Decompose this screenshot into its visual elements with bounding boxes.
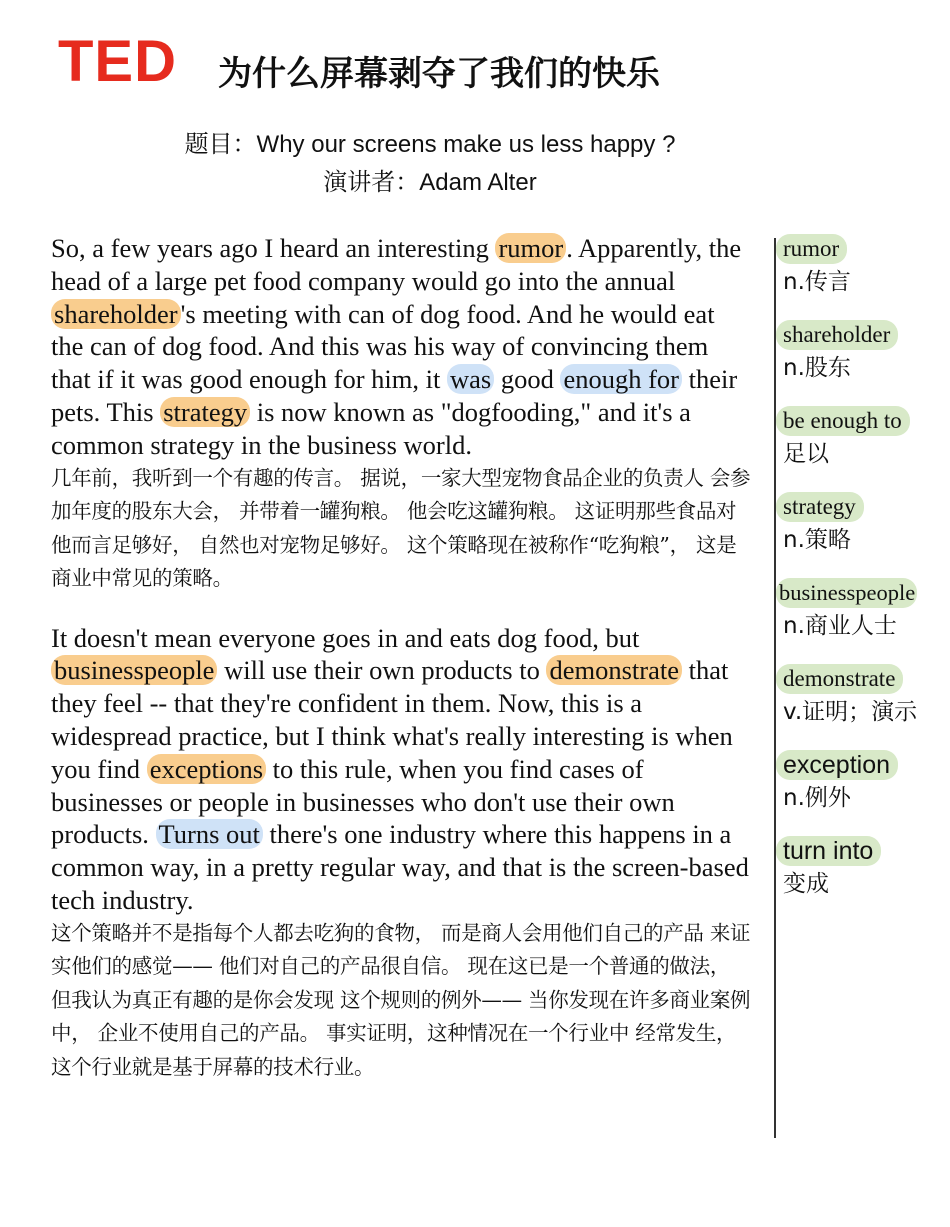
vocab-definition: 足以 — [783, 441, 829, 467]
vocab-definition: v.证明；演示 — [783, 699, 918, 725]
speaker-line: 演讲者：Adam Alter — [323, 169, 537, 196]
paragraph-2-chinese: 这个策略并不是指每个人都去吃狗的食物， 而是商人会用他们自己的产品 来证实他们的感觉—— 他们对自己的产品很自信。 现在这已是一个普通的做法， 但我认为真正有趣的是你会发现 这个规则的例外—— 当你发现在许多商业案例中， 企业不使用自己的产品。 事实证明，这种情况在一个行业中 经常发生， 这个行业就是基于屏幕的技术行业。 — [51, 920, 751, 1079]
text-run: will use their own products to — [217, 655, 547, 686]
vocab-definition: n.传言 — [783, 269, 851, 295]
text-run: . Apparently, the head of a large pet food company would go into the annual — [51, 233, 742, 296]
highlight-businesspeople: businesspeople — [51, 655, 217, 685]
vocab-word: exception — [776, 750, 898, 780]
highlight-shareholder: shareholder — [51, 299, 181, 329]
chinese-title: 为什么屏幕剥夺了我们的快乐 — [218, 54, 660, 94]
vocab-word: demonstrate — [776, 664, 903, 694]
paragraph-1-chinese: 几年前，我听到一个有趣的传言。 据说，一家大型宠物食品企业的负责人 会参加年度的股东大会， 并带着一罐狗粮。 他会吃这罐狗粮。 这证明那些食品对他而言足够好， 自然也对宠物足够好。 这个策略现在被称作“吃狗粮”， 这是商业中常见的策略。 — [51, 465, 751, 591]
vocab-word: businesspeople — [776, 578, 917, 608]
transcript — [51, 232, 751, 1084]
vocab-item — [776, 578, 948, 642]
vocab-item — [776, 406, 948, 470]
text-run: good — [494, 364, 561, 395]
highlight-exceptions: exceptions — [147, 754, 266, 784]
text-run: there's one industry where this happens in a common way, in a pretty regular way, and that is the screen-based tech industry. — [51, 819, 749, 915]
vocab-word: strategy — [776, 492, 864, 522]
vocab-word: rumor — [776, 234, 847, 264]
vocabulary-sidebar — [776, 234, 948, 922]
highlight-demonstrate: demonstrate — [546, 655, 682, 685]
topic-line: 题目：Why our screens make us less happy ? — [184, 131, 676, 158]
highlight-turns-out: Turns out — [156, 819, 263, 849]
text-run: their pets. This — [51, 364, 738, 427]
text-run: So, a few years ago I heard an interesting — [51, 233, 496, 263]
vocab-word: shareholder — [776, 320, 898, 350]
text-run: that they feel -- that they're confident in them. Now, this is a widespread practice, but I think what's really interesting is when you find — [51, 655, 733, 784]
highlight-was: was — [447, 364, 494, 394]
vocab-item — [776, 750, 948, 814]
vocab-item — [776, 492, 948, 556]
paragraph-2-english — [51, 622, 751, 917]
ted-logo: TED — [58, 29, 177, 94]
text-run: It doesn't mean everyone goes in and eats dog food, but — [51, 622, 640, 653]
highlight-rumor: rumor — [495, 233, 566, 263]
vocab-definition: n.策略 — [783, 527, 851, 553]
paragraph-1-english — [51, 232, 751, 462]
vocab-item — [776, 234, 948, 298]
paragraph-gap — [51, 596, 751, 622]
text-run: 's meeting with can of dog food. And he would eat the can of dog food. And this was his way of convincing them that if it was good enough for him, it — [51, 298, 715, 395]
highlight-strategy: strategy — [160, 397, 250, 427]
highlight-enough-for: enough for — [560, 364, 682, 394]
vocab-definition: n.股东 — [783, 355, 851, 381]
text-run: to this rule, when you find cases of businesses or people in businesses who don't use their own products. — [51, 753, 675, 850]
vocab-definition: 变成 — [783, 871, 829, 897]
header — [0, 0, 950, 210]
vocab-word: be enough to — [776, 406, 910, 436]
vocab-definition: n.商业人士 — [783, 613, 897, 639]
vocab-word: turn into — [776, 836, 881, 866]
vocab-item — [776, 836, 948, 900]
text-run: is now known as "dogfooding," and it's a common strategy in the business world. — [51, 396, 691, 460]
vocab-item — [776, 320, 948, 384]
vocab-definition: n.例外 — [783, 785, 851, 811]
vocab-item — [776, 664, 948, 728]
